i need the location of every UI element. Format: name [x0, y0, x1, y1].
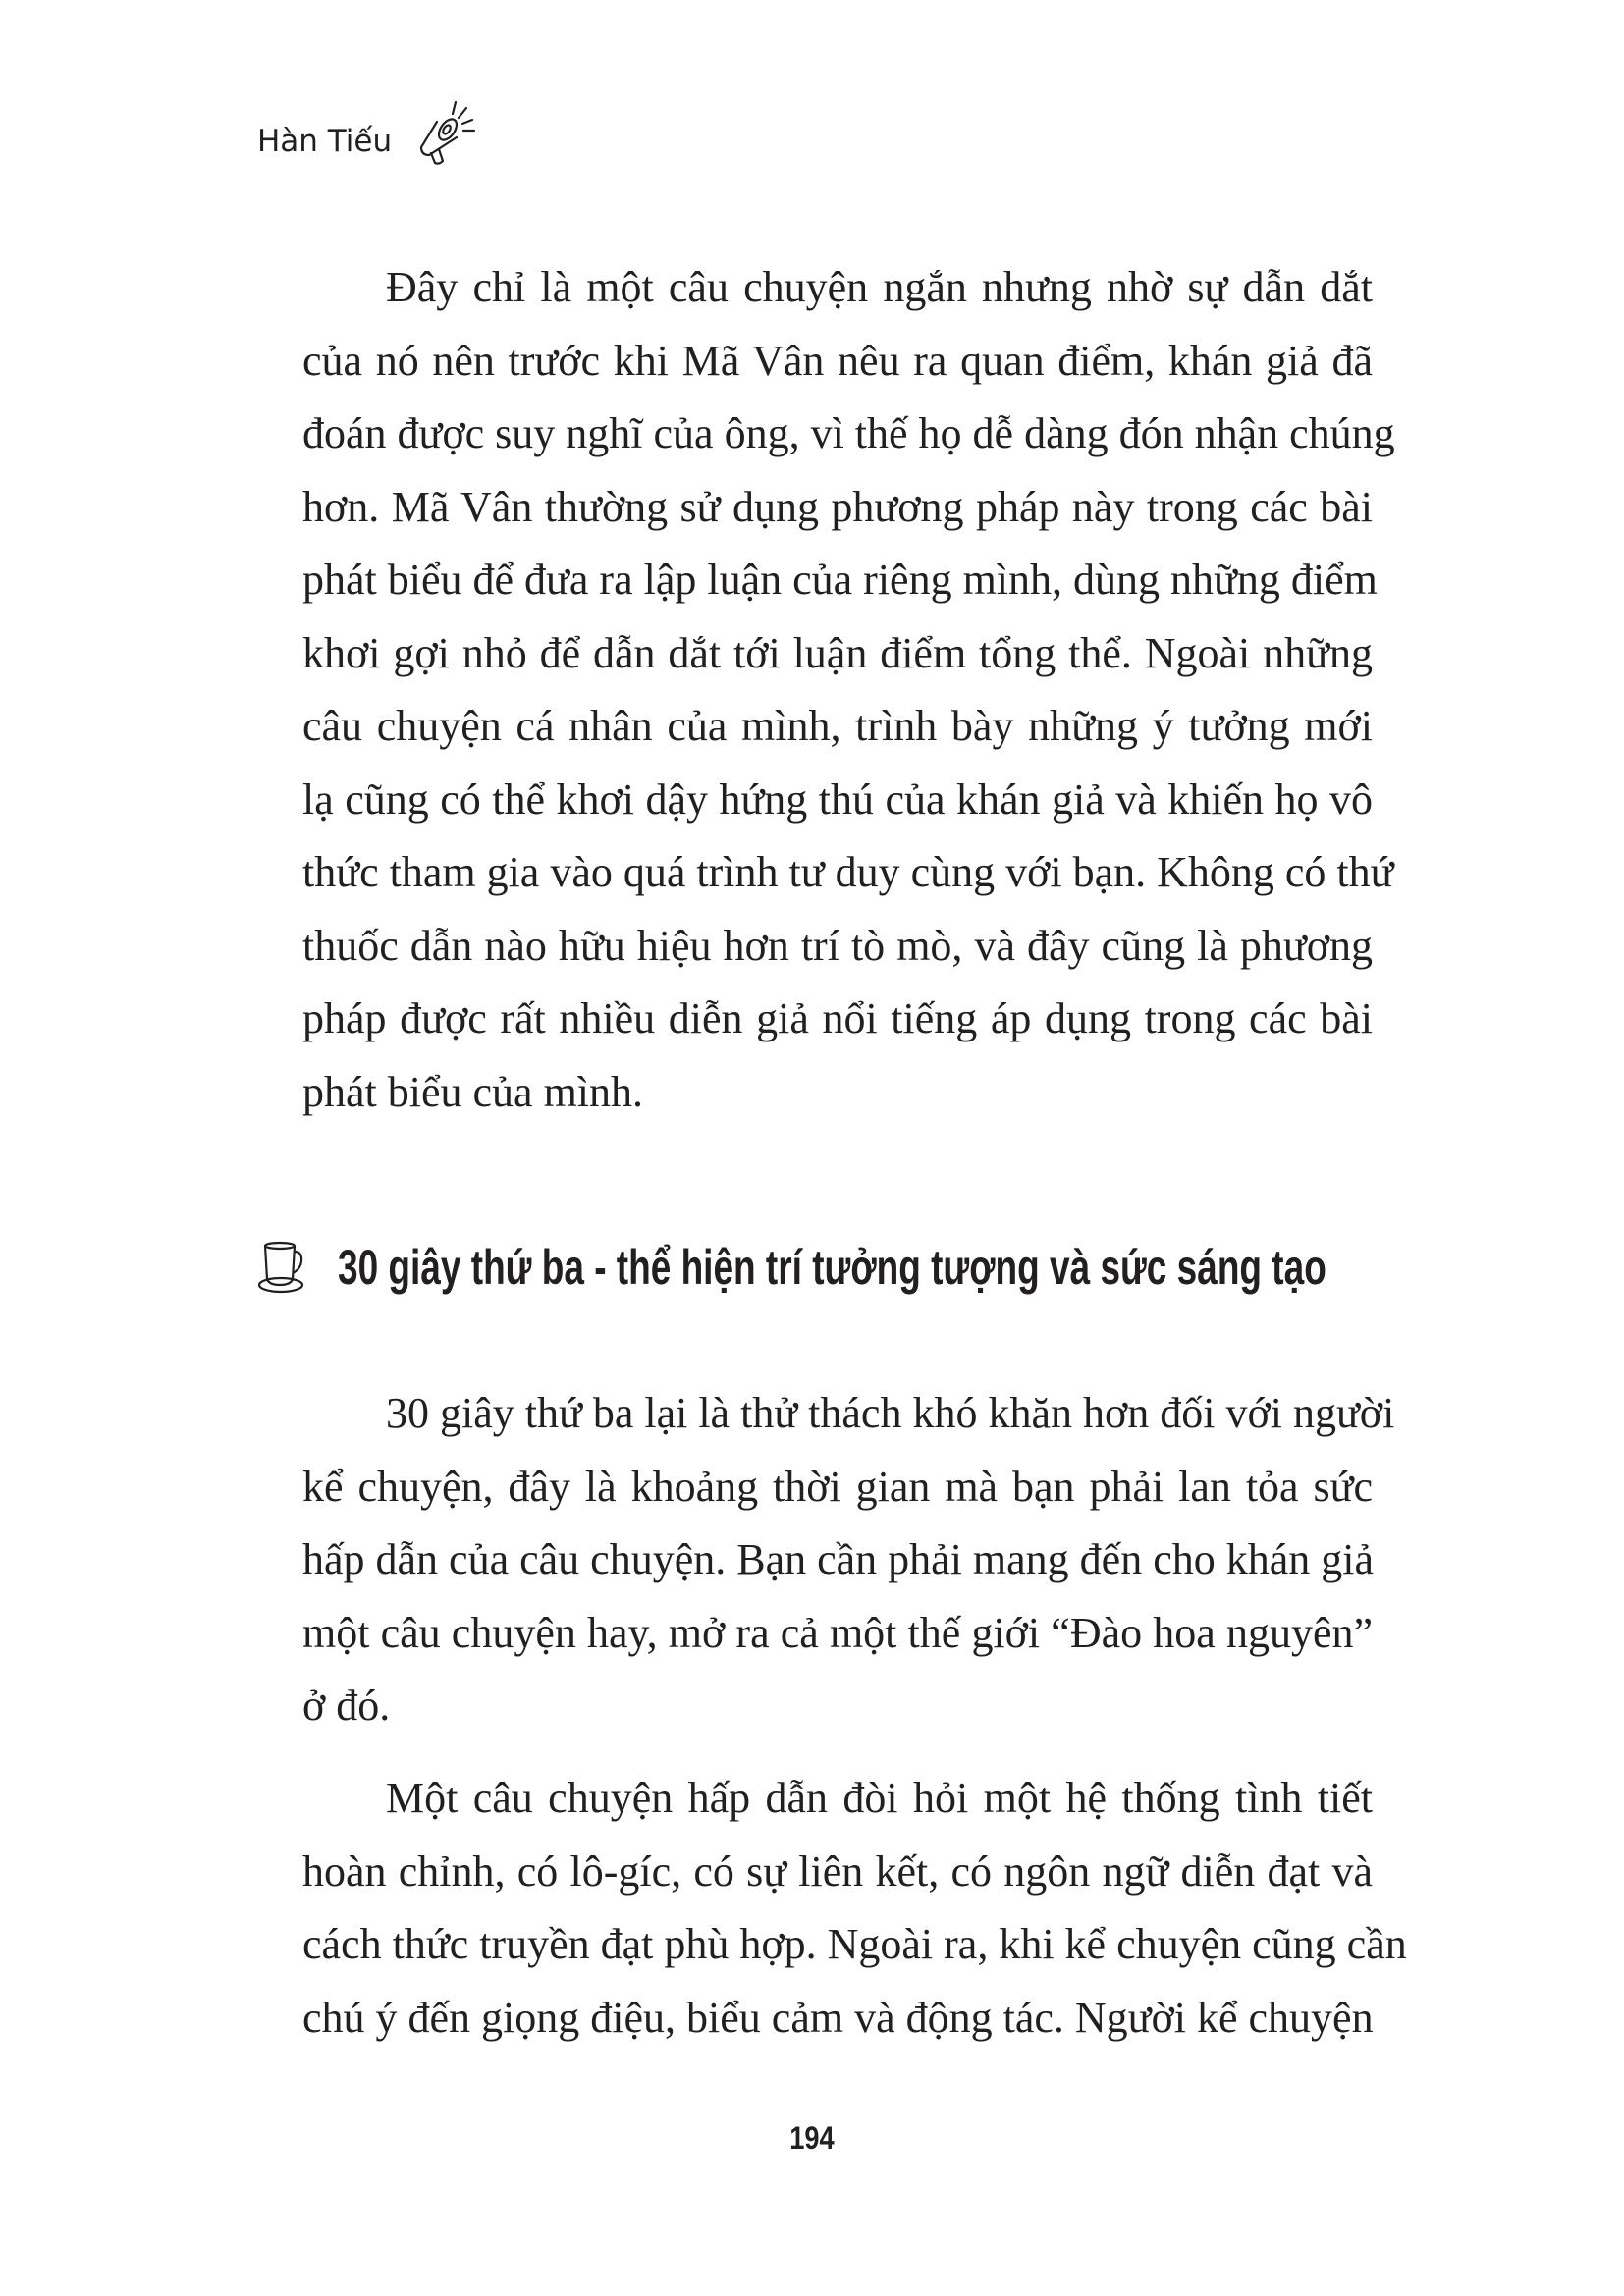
text-line: cách thức truyền đạt phù hợp. Ngoài ra, khi kể chuyện cũng cần	[302, 1920, 1407, 1968]
text-line: hấp dẫn của câu chuyện. Bạn cần phải mang đến cho khán giả	[302, 1535, 1375, 1583]
paragraph	[302, 1377, 1395, 1743]
page-number: 194	[789, 2120, 835, 2156]
text-line: hoàn chỉnh, có lô-gíc, có sự liên kết, có ngôn ngữ diễn đạt và	[302, 1846, 1373, 1896]
text-line: câu chuyện cá nhân của mình, trình bày những ý tưởng mới	[302, 702, 1373, 750]
section-heading-text: 30 giây thứ ba - thể hiện trí tưởng tượng và sức sáng tạo	[338, 1240, 1326, 1295]
text-line: đoán được suy nghĩ của ông, vì thế họ dễ dàng đón nhận chúng	[302, 409, 1395, 457]
paragraph	[302, 1762, 1407, 2055]
section-heading	[257, 1239, 1624, 1296]
text-line: chú ý đến giọng điệu, biểu cảm và động tác. Người kể chuyện	[302, 1993, 1374, 2042]
text-line: của nó nên trước khi Mã Vân nêu ra quan điểm, khán giả đã	[302, 336, 1373, 385]
text-line: phát biểu của mình.	[302, 1067, 644, 1116]
text-line: thức tham gia vào quá trình tư duy cùng với bạn. Không có thứ	[302, 848, 1394, 896]
text-line: khơi gợi nhỏ để dẫn dắt tới luận điểm tổng thể. Ngoài những	[302, 628, 1373, 677]
text-line: pháp được rất nhiều diễn giả nổi tiếng áp dụng trong các bài	[302, 994, 1373, 1042]
text-line: kể chuyện, đây là khoảng thời gian mà bạn phải lan tỏa sức	[302, 1462, 1373, 1511]
text-line: một câu chuyện hay, mở ra cả một thế giới “Đào hoa nguyên”	[302, 1608, 1373, 1657]
megaphone-icon	[413, 98, 482, 167]
text-line: thuốc dẫn nào hữu hiệu hơn trí tò mò, và đây cũng là phương	[302, 921, 1373, 970]
text-line: hơn. Mã Vân thường sử dụng phương pháp này trong các bài	[302, 482, 1373, 531]
running-header	[257, 116, 482, 167]
text-line: Một câu chuyện hấp dẫn đòi hỏi một hệ thống tình tiết	[386, 1774, 1373, 1822]
author-name: Hàn Tiếu	[257, 124, 393, 159]
text-line: ở đó.	[302, 1682, 391, 1730]
paragraph	[302, 251, 1395, 1129]
text-line: lạ cũng có thể khơi dậy hứng thú của khán giả và khiến họ vô	[302, 774, 1373, 824]
text-line: 30 giây thứ ba lại là thử thách khó khăn hơn đối với người	[386, 1389, 1395, 1437]
text-line: Đây chỉ là một câu chuyện ngắn nhưng nhờ sự dẫn dắt	[386, 263, 1373, 311]
text-line: phát biểu để đưa ra lập luận của riêng mình, dùng những điểm	[302, 556, 1378, 604]
cup-icon	[257, 1240, 326, 1295]
